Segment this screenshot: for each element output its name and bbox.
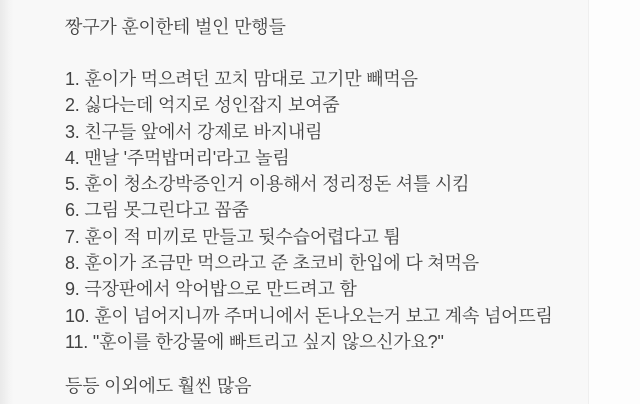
- list-item: 8. 훈이가 조금만 먹으라고 준 초코비 한입에 다 쳐먹음: [65, 253, 479, 274]
- list-item: 3. 친구들 앞에서 강제로 바지내림: [65, 121, 323, 142]
- post-title: 짱구가 훈이한테 벌인 만행들: [65, 17, 286, 37]
- misdeed-list: [65, 66, 553, 355]
- post-footer: 등등 이외에도 훨씬 많음: [65, 376, 252, 396]
- list-item: 6. 그림 못그린다고 꼽줌: [65, 200, 249, 221]
- list-item: 1. 훈이가 먹으려던 꼬치 맘대로 고기만 빼먹음: [65, 69, 418, 89]
- list-item: 7. 훈이 적 미끼로 만들고 뒷수습어렵다고 튐: [65, 226, 401, 247]
- list-item: 9. 극장판에서 악어밥으로 만드려고 함: [65, 279, 357, 300]
- list-item: 2. 싫다는데 억지로 성인잡지 보여줌: [65, 95, 340, 116]
- list-item: 11. "훈이를 한강물에 빠트리고 싶지 않으신가요?": [65, 331, 444, 352]
- list-item: 10. 훈이 넘어지니까 주머니에서 돈나오는거 보고 계속 넘어뜨림: [65, 305, 553, 326]
- list-item: 5. 훈이 청소강박증인거 이용해서 정리정돈 셔틀 시킴: [65, 174, 470, 195]
- list-item: 4. 맨날 '주먹밥머리'라고 놀림: [65, 147, 290, 168]
